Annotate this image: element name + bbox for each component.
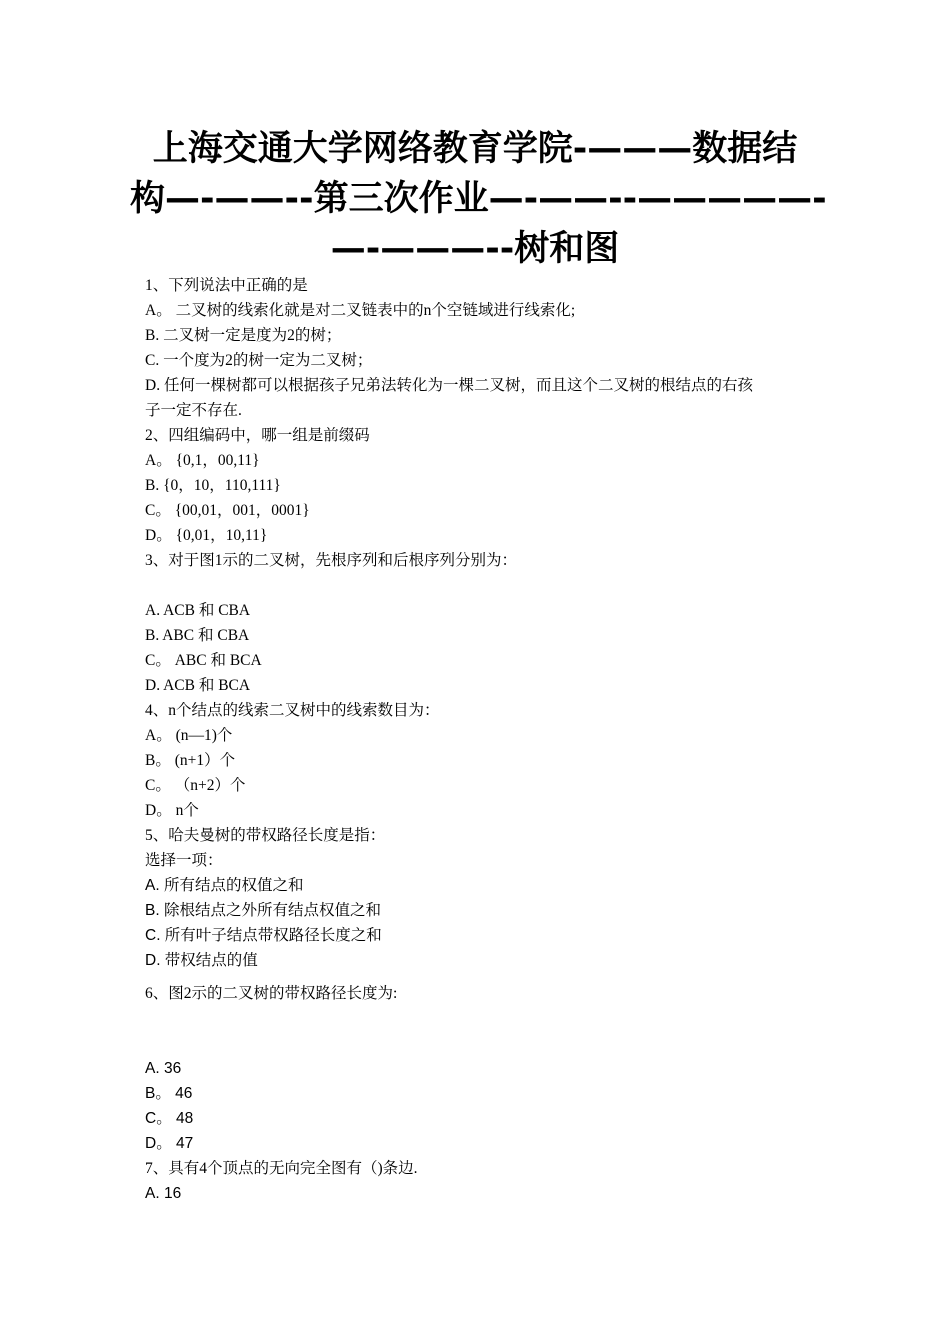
option-d: D。 47 <box>145 1135 194 1152</box>
option-a: A。 {0,1，00,11} <box>145 452 260 469</box>
option-a: A. ACB 和 CBA <box>145 602 251 619</box>
option-b: B。 (n+1）个 <box>145 752 236 769</box>
option-c: C. 所有叶子结点带权路径长度之和 <box>145 927 382 944</box>
question-5 <box>145 823 810 973</box>
document-body <box>145 273 810 1206</box>
option-c: C。 48 <box>145 1110 194 1127</box>
question-stem: 1、下列说法中正确的是 <box>145 277 308 294</box>
question-7 <box>145 1156 810 1206</box>
option-c: C。 （n+2）个 <box>145 777 246 794</box>
option-a: A. 36 <box>145 1060 182 1077</box>
title-line-2: 构—-——--第三次作业—-——--—————- <box>130 179 827 219</box>
option-b: B. 二叉树一定是度为2的树； <box>145 327 342 344</box>
document-title <box>130 124 827 274</box>
question-stem: 2、四组编码中，哪一组是前缀码 <box>145 427 370 444</box>
question-2 <box>145 423 810 548</box>
option-d-continued: 子一定不存在. <box>145 402 242 419</box>
figure-placeholder <box>145 1006 810 1056</box>
option-c: C。 ABC 和 BCA <box>145 652 262 669</box>
option-a: A。 二叉树的线索化就是对二叉链表中的n个空链域进行线索化; <box>145 302 576 319</box>
option-d: D. 任何一棵树都可以根据孩子兄弟法转化为一棵二叉树，而且这个二叉树的根结点的右孩 <box>145 377 753 394</box>
figure-placeholder <box>145 573 810 598</box>
option-b: B. ABC 和 CBA <box>145 627 250 644</box>
option-a: A. 16 <box>145 1185 182 1202</box>
option-a: A. 所有结点的权值之和 <box>145 877 304 894</box>
question-4 <box>145 698 810 823</box>
question-1 <box>145 273 810 423</box>
option-a: A。 (n—1)个 <box>145 727 233 744</box>
question-stem: 7、具有4个顶点的无向完全图有（)条边. <box>145 1160 418 1177</box>
title-line-3: —-———--树和图 <box>330 229 620 269</box>
option-c: C. 一个度为2的树一定为二叉树； <box>145 352 373 369</box>
question-stem: 6、图2示的二叉树的带权路径长度为: <box>145 985 398 1002</box>
question-stem: 3、对于图1示的二叉树，先根序列和后根序列分别为： <box>145 552 518 569</box>
option-b: B。 46 <box>145 1085 193 1102</box>
option-d: D。 n个 <box>145 802 199 819</box>
title-line-1: 上海交通大学网络教育学院-———数据结 <box>152 129 798 169</box>
option-d: D。 {0,01，10,11} <box>145 527 268 544</box>
option-d: D. ACB 和 BCA <box>145 677 251 694</box>
spacer <box>145 973 810 981</box>
question-stem: 5、哈夫曼树的带权路径长度是指： <box>145 827 386 844</box>
question-stem: 4、n个结点的线索二叉树中的线索数目为： <box>145 702 440 719</box>
question-3 <box>145 548 810 698</box>
option-b: B. {0，10，110,111} <box>145 477 281 494</box>
choose-one-prompt: 选择一项： <box>145 852 223 869</box>
question-6 <box>145 981 810 1156</box>
option-b: B. 除根结点之外所有结点权值之和 <box>145 902 381 919</box>
option-d: D. 带权结点的值 <box>145 952 258 969</box>
option-c: C。 {00,01，001，0001} <box>145 502 310 519</box>
